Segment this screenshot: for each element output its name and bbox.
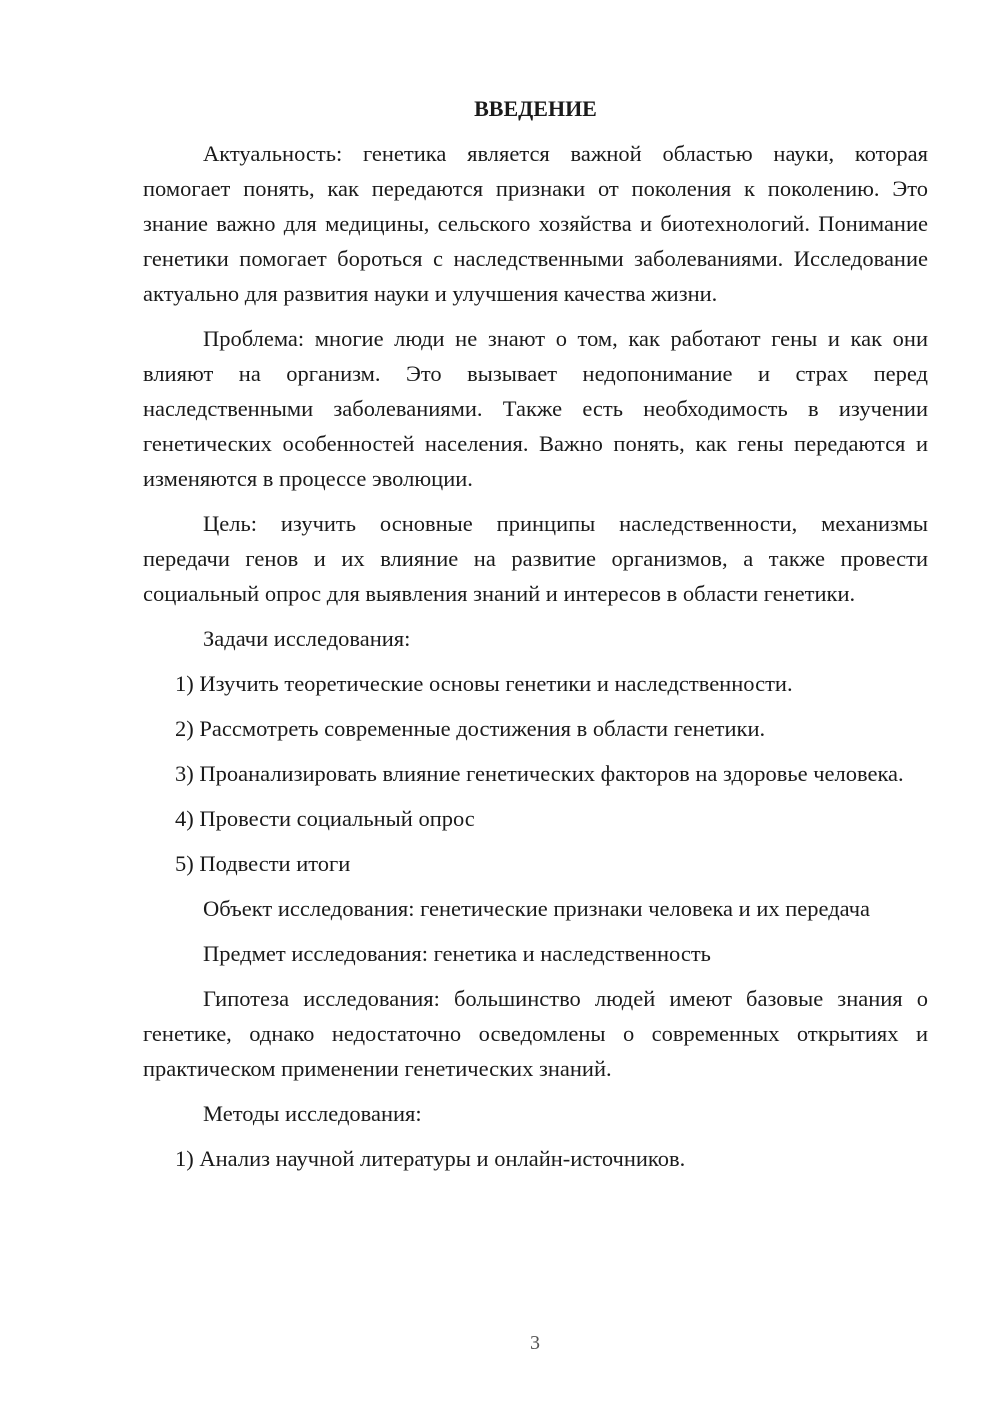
paragraph-object: Объект исследования: генетические признаки человека и их передача [203,896,871,921]
document-page [143,94,928,1186]
list-item-task-5: 5) Подвести итоги [175,851,351,876]
section-title: ВВЕДЕНИЕ [474,96,597,121]
paragraph-methods-heading: Методы исследования: [203,1101,422,1126]
page-number: 3 [530,1332,540,1354]
paragraph-hypothesis: Гипотеза исследования: большинство людей имеют базовые знания о генетике, однако недостаточно осведомлены о современных открытиях и практическом применении генетических знаний. [143,986,928,1081]
paragraph-tasks-heading: Задачи исследования: [203,626,411,651]
list-item-task-4: 4) Провести социальный опрос [175,806,475,831]
list-item-method-1: 1) Анализ научной литературы и онлайн-источников. [175,1146,686,1171]
paragraph-problem: Проблема: многие люди не знают о том, как работают гены и как они влияют на организм. Это вызывает недопонимание и страх перед наследственными заболеваниями. Также есть необходимость в изучении генетических особенностей населения. Важно понять, как гены передаются и изменяются в процессе эволюции. [143,326,928,491]
paragraph-subject: Предмет исследования: генетика и наследственность [203,941,711,966]
paragraph-goal: Цель: изучить основные принципы наследственности, механизмы передачи генов и их влияние на развитие организмов, а также провести социальный опрос для выявления знаний и интересов в области генетики. [143,511,928,606]
list-item-task-3: 3) Проанализировать влияние генетических факторов на здоровье человека. [175,761,904,786]
paragraph-relevance: Актуальность: генетика является важной областью науки, которая помогает понять, как передаются признаки от поколения к поколению. Это знание важно для медицины, сельского хозяйства и биотехнологий. Понимание генетики помогает бороться с наследственными заболеваниями. Исследование актуально для развития науки и улучшения качества жизни. [143,141,928,306]
list-item-task-1: 1) Изучить теоретические основы генетики и наследственности. [175,671,793,696]
list-item-task-2: 2) Рассмотреть современные достижения в области генетики. [175,716,766,741]
